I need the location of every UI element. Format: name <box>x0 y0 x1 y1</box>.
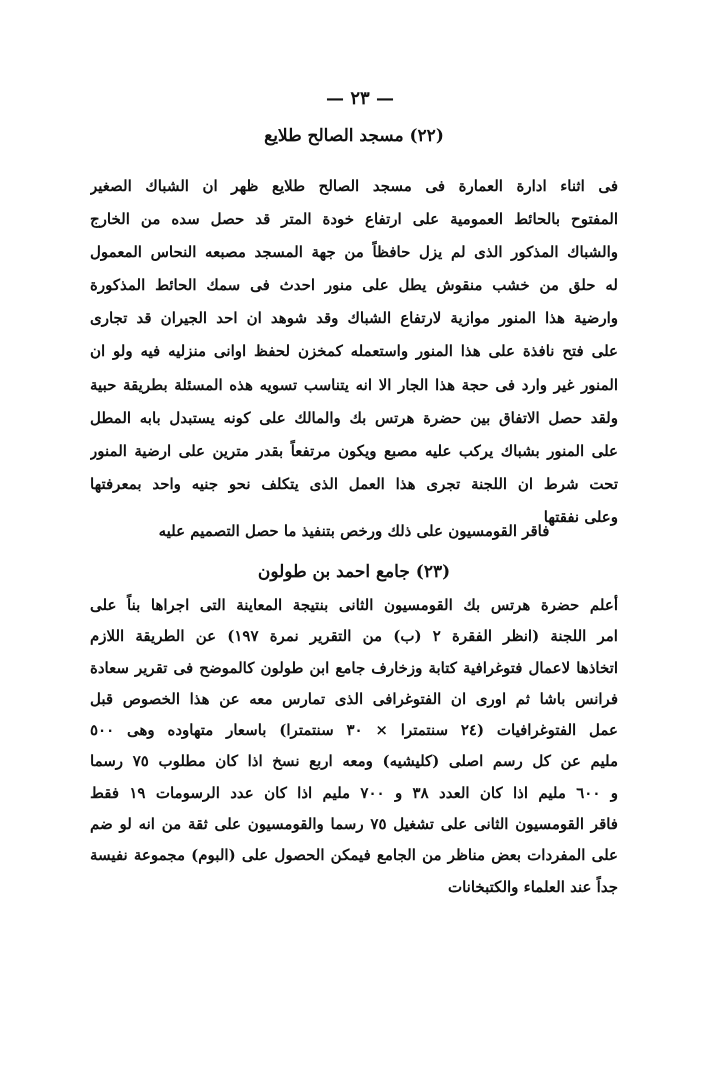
section-heading-ibn-tulun: (٢٣) جامع احمد بن طولون <box>257 562 451 582</box>
text-line: و ٦٠٠ مليم اذا كان العدد ٣٨ و ٧٠٠ مليم اذا كان عدد الرسومات ١٩ فقط <box>90 783 618 802</box>
text-line: مليم عن كل رسم اصلى (كليشيه) ومعه اربع نسخ اذا كان مطلوب ٧٥ رسما <box>90 752 618 771</box>
text-line: تحت شرط ان اللجنة تجرى هذا العمل الذى يتكلف نحو جنيه واحد بمعرفتها <box>90 474 618 493</box>
text-line: المنور غير وارد فى حجة هذا الجار الا انه يتناسب تسويه هذه المسئلة بطريقة حبية <box>90 375 618 394</box>
text-line: وارضية هذا المنور موازية لارتفاع الشباك وقد شوهد ان احد الجيران قد تجارى <box>90 309 618 328</box>
text-line: امر اللجنة (انظر الفقرة ٢ (ب) من التقرير نمرة ١٩٧) عن الطريقة اللازم <box>90 627 618 646</box>
text-line: له حلق من خشب منقوش يطل على منور احدث فى سمك الحائط المذكورة <box>90 276 618 295</box>
text-line: عمل الفتوغرافيات (٢٤ سنتمترا × ٣٠ سنتمترا) باسعار متهاوده وهى ٥٠٠ <box>90 721 618 740</box>
section-body-salih-talai <box>90 170 618 534</box>
section-body-ibn-tulun <box>90 590 618 903</box>
text-line: على المنور بشباك يركب عليه مصبع ويكون مرتفعاً بقدر مترين على ارضية المنور <box>90 441 618 460</box>
text-line: اتخاذها لاعمال فتوغرافية كتابة وزخارف جامع ابن طولون كالموضح فى تقرير سعادة <box>90 658 618 677</box>
text-line: فرانس باشا ثم اورى ان الفتوغرافى الذى تمارس معه عن هذا الخصوص قبل <box>90 689 618 708</box>
text-line: على المفردات بعض مناظر من الجامع فيمكن الحصول على (البوم) مجموعة نفيسة <box>90 846 618 865</box>
text-line: فاقر القومسيون الثانى على تشغيل ٧٥ رسما والقومسيون على ثقة من انه لو ضم <box>90 815 618 834</box>
text-line: ولقد حصل الاتفاق بين حضرة هرتس بك والمالك على كونه يستبدل بابه المطل <box>90 408 618 427</box>
page-number: — ٢٣ — <box>326 88 394 109</box>
decision-line: فاقر القومسيون على ذلك ورخص بتنفيذ ما حصل التصميم عليه <box>158 522 550 540</box>
text-line: وعلى نفقتها <box>543 507 618 526</box>
text-line: على فتح نافذة على هذا المنور واستعمله كمخزن لحفظ اوانى منزليه فيه ولو ان <box>90 342 618 361</box>
text-line: أعلم حضرة هرتس بك القومسيون الثانى بنتيجة المعاينة التى اجراها بناً على <box>90 596 618 614</box>
text-line: فى اثناء ادارة العمارة فى مسجد الصالح طلايع ظهر ان الشباك الصغير <box>90 177 618 195</box>
text-line: والشباك المذكور الذى لم يزل حافظاً من جهة المسجد مصبعه النحاس المعمول <box>90 243 618 262</box>
section-heading-salih-talai: (٢٢) مسجد الصالح طلايع <box>264 126 444 146</box>
text-line: جداً عند العلماء والكتبخانات <box>447 877 618 896</box>
text-line: المفتوح بالحائط العمومية على ارتفاع خودة المتر قد حصل سده من الخارج <box>90 210 618 229</box>
